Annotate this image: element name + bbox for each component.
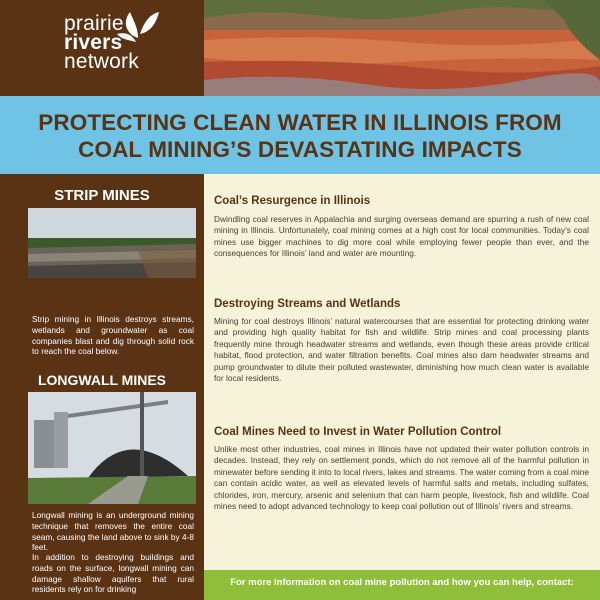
longwall-caption: Longwall mining is an underground mining technique that removes the entire coal seam, causing the land above to sink by 4-8 feet. xyxy=(32,510,194,553)
logo[interactable] xyxy=(0,0,204,96)
longwall-mine-photo xyxy=(28,392,196,504)
longwall-caption-continued: In addition to destroying buildings and roads on the surface, longwall mining can damage shallow aquifers that rural residents rely on for drinking xyxy=(32,552,194,595)
sidebar xyxy=(0,174,204,600)
page-title xyxy=(0,109,600,163)
header-river-photo xyxy=(204,0,600,96)
section-heading: Destroying Streams and Wetlands xyxy=(214,298,401,310)
strip-mines-caption: Strip mining in Illinois destroys streams, wetlands and groundwater as coal companies blast and dig through solid rock to reach the coal below. xyxy=(32,314,194,357)
strip-mine-photo xyxy=(28,208,196,278)
logo-line: network xyxy=(64,50,139,73)
logo-line: prairie xyxy=(64,12,124,35)
logo-line: rivers xyxy=(64,31,123,54)
header xyxy=(0,0,600,96)
logo-text xyxy=(64,14,139,71)
title-line: COAL MINING’S DEVASTATING IMPACTS xyxy=(78,137,522,162)
main-content xyxy=(204,174,600,600)
contact-footer xyxy=(204,570,600,600)
section-heading: Coal’s Resurgence in Illinois xyxy=(214,195,371,207)
title-line: PROTECTING CLEAN WATER IN ILLINOIS FROM xyxy=(38,110,562,135)
section-body: Mining for coal destroys Illinois’ natural watercourses that are essential for protecting drinking water and providing high quality habitat for fish and wildlife. Strip mines and coal processing plants frequently mine through headwater streams and wetlands, even though these areas provide critical habitat, flood protection, and water filtration benefits. Coal mines also dam headwater streams and pump groundwater to dilute their polluted wastewater, diminishing how much clean water is available for local residents. xyxy=(214,316,589,384)
section-body: Unlike most other industries, coal mines in Illinois have not updated their water pollution controls in decades. Instead, they rely on settlement ponds, which do not remove all of the harmful pollution in minewater before sending it into to local rivers, lakes and streams. The water coming from a coal mine can contain acidic water, as well as elevated levels of harmful salts and metals, including sulfates, chlorides, iron, mercury, arsenic and selenium that can harm people, livestock, fish and wildlife. Coal mines need to adopt advanced technology to keep coal pollution out of Illinois’ rivers and streams. xyxy=(214,444,589,512)
longwall-mines-heading: LONGWALL MINES xyxy=(37,372,167,388)
strip-mines-heading: STRIP MINES xyxy=(54,187,150,204)
title-banner xyxy=(0,96,600,174)
contact-text: For more information on coal mine pollution and how you can help, contact: xyxy=(230,577,574,588)
section-heading: Coal Mines Need to Invest in Water Pollution Control xyxy=(214,426,502,438)
section-body: Dwindling coal reserves in Appalachia and surging overseas demand are spurring a rush of new coal mining in Illinois. Unfortunately, coal mining comes at a high cost for local communities. Today’s coal mines use bigger machines to dig more coal while employing fewer people than ever, and the consequences for Illinois’ land and water are mounting. xyxy=(214,214,589,259)
